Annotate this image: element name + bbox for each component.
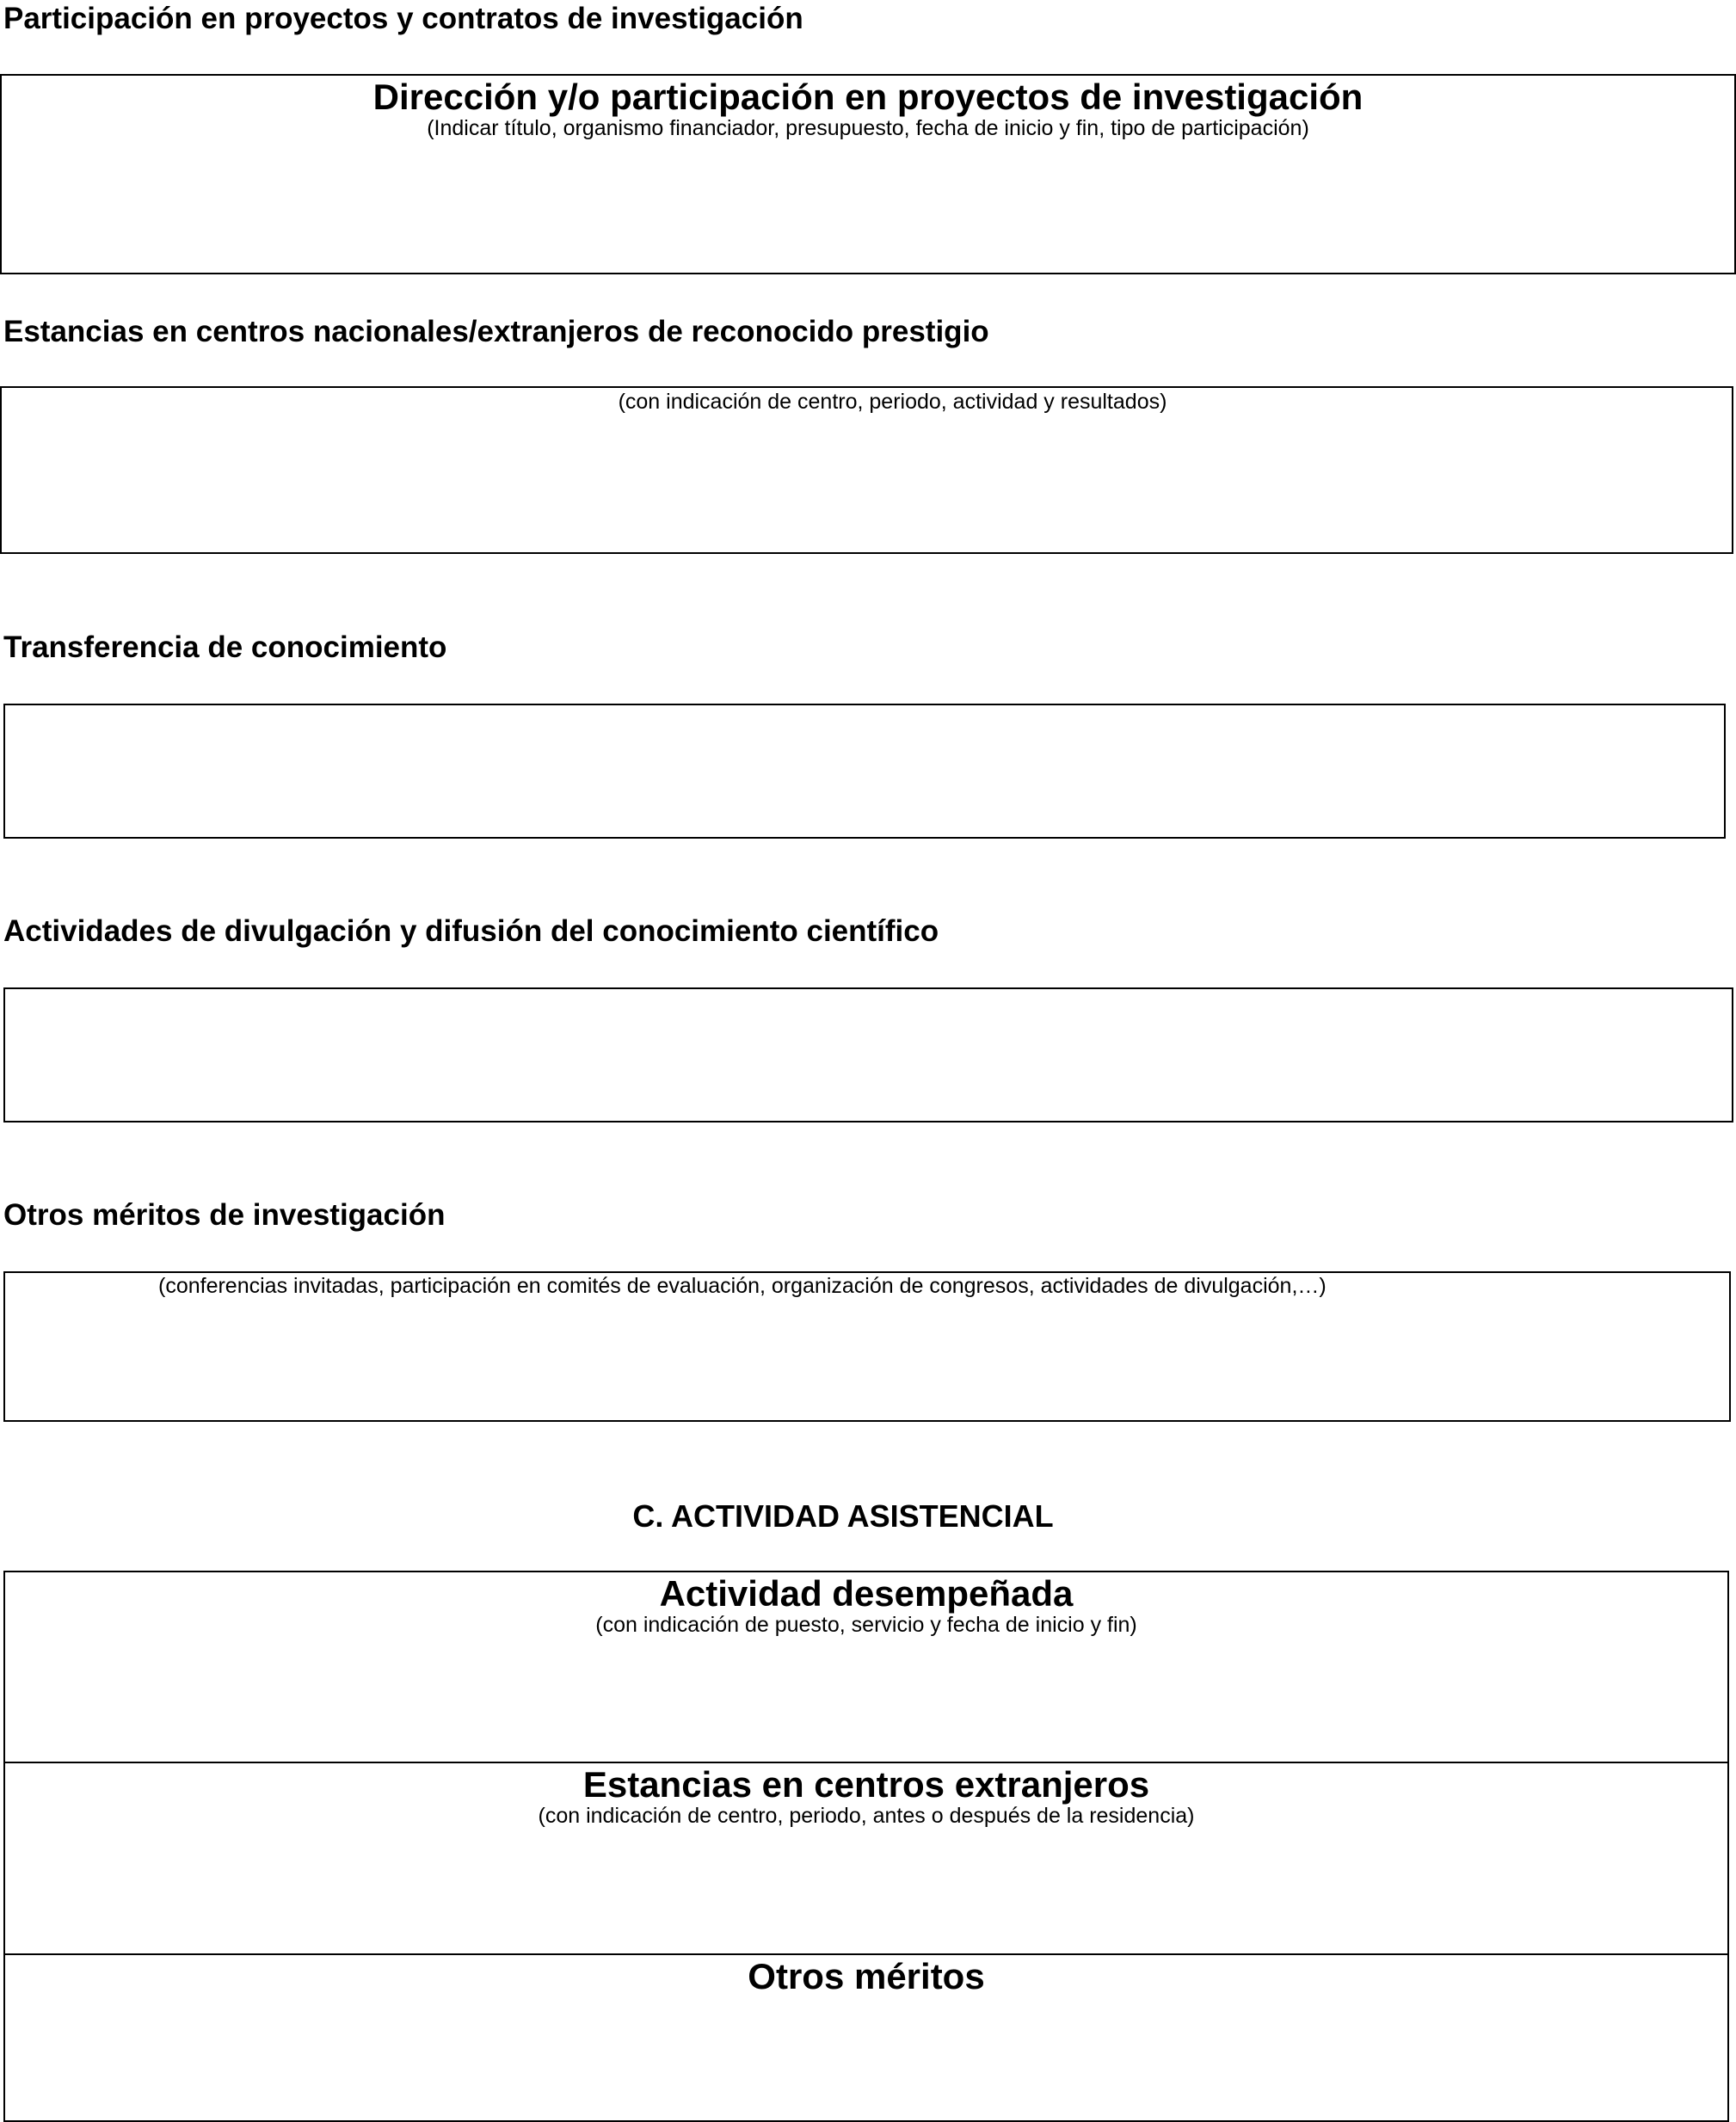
box-transferencia[interactable] xyxy=(3,704,1726,839)
box-estancias-centros[interactable] xyxy=(0,386,1733,554)
box-note-otros-meritos-investigacion: (conferencias invitadas, participación en comités de evaluación, organización de congresos, actividades de divulgación,…) xyxy=(158,1274,1327,1298)
box-direccion-proyectos[interactable] xyxy=(0,74,1736,274)
box-note-actividad-desempenada: (con indicación de puesto, servicio y fecha de inicio y fin) xyxy=(595,1613,1137,1637)
box-note-estancias-centros: (con indicación de centro, periodo, actividad y resultados) xyxy=(618,390,1167,414)
heading-actividad-asistencial: C. ACTIVIDAD ASISTENCIAL xyxy=(632,1498,1054,1534)
heading-estancias-centros: Estancias en centros nacionales/extranjeros de reconocido prestigio xyxy=(3,315,989,348)
box-actividad-desempenada[interactable] xyxy=(3,1571,1729,1763)
box-title-estancias-extranjeros: Estancias en centros extranjeros xyxy=(582,1764,1150,1805)
box-divulgacion[interactable] xyxy=(3,987,1733,1123)
heading-divulgacion: Actividades de divulgación y difusión del conocimiento científico xyxy=(3,914,939,948)
box-otros-meritos[interactable] xyxy=(3,1953,1729,2122)
heading-transferencia: Transferencia de conocimiento xyxy=(3,630,447,664)
box-title-actividad-desempenada: Actividad desempeñada xyxy=(659,1573,1074,1614)
heading-participacion-proyectos: Participación en proyectos y contratos de investigación xyxy=(3,2,803,35)
box-estancias-extranjeros[interactable] xyxy=(3,1762,1729,1955)
box-otros-meritos-investigacion[interactable] xyxy=(3,1271,1731,1422)
box-title-direccion-proyectos: Dirección y/o participación en proyectos de investigación xyxy=(372,77,1364,117)
box-title-otros-meritos: Otros méritos xyxy=(748,1956,985,1996)
heading-otros-meritos-investigacion: Otros méritos de investigación xyxy=(3,1198,446,1232)
box-note-direccion-proyectos: (Indicar título, organismo financiador, presupuesto, fecha de inicio y fin, tipo de participación) xyxy=(427,116,1309,140)
box-note-estancias-extranjeros: (con indicación de centro, periodo, antes o después de la residencia) xyxy=(538,1804,1195,1828)
